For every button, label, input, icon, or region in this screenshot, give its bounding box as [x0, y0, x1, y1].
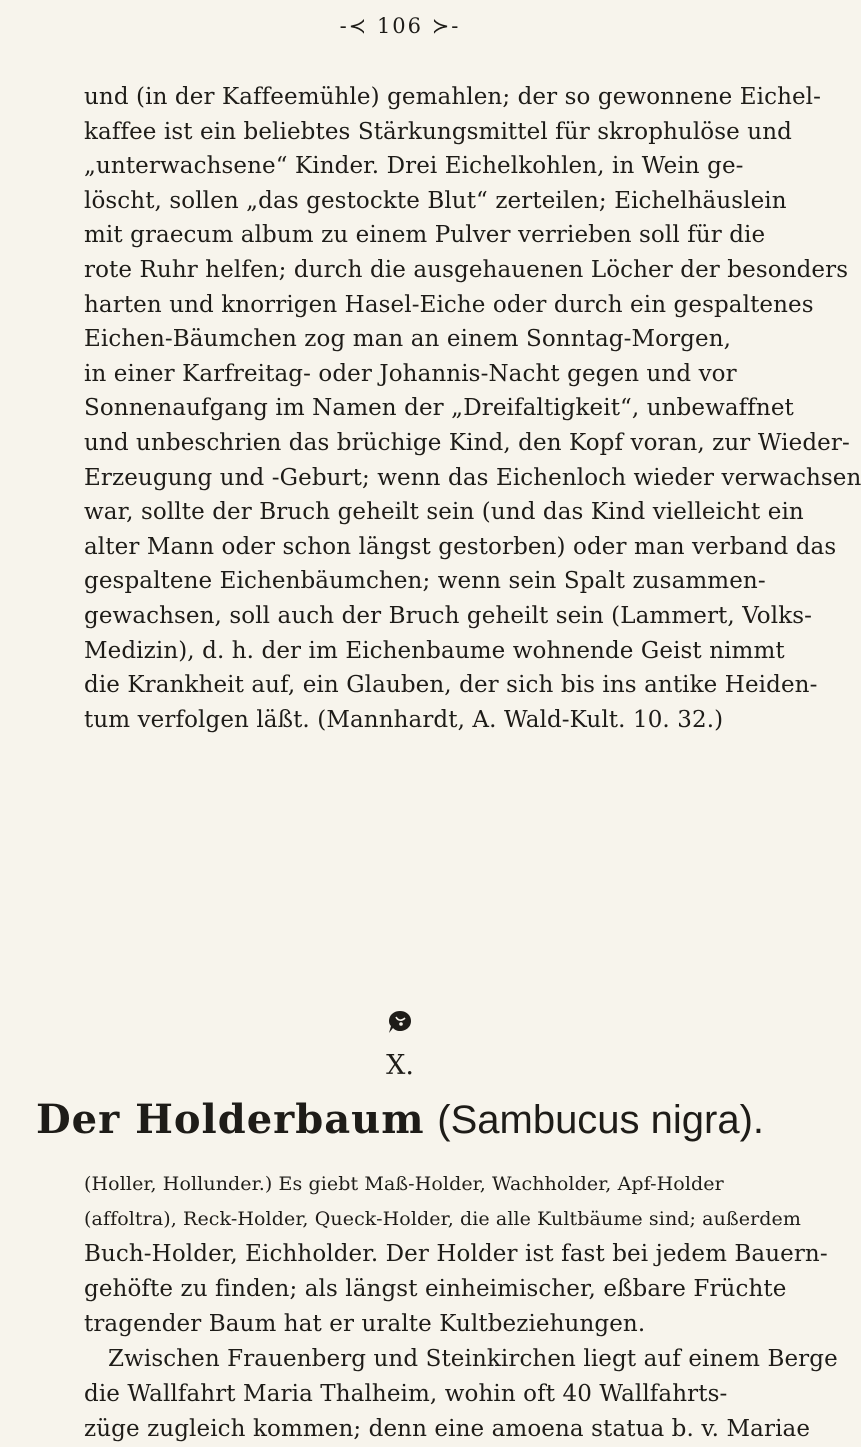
text-line: Zwischen Frauenberg und Steinkirchen liegt auf einem Berge — [108, 1346, 838, 1372]
text-line: Erzeugung und -Geburt; wenn das Eichenloch wieder verwachsen — [84, 464, 861, 491]
text-line: die Wallfahrt Maria Thalheim, wohin oft 40 Wallfahrts- — [84, 1381, 728, 1407]
paragraph-holder — [84, 1167, 838, 1447]
text-line: gewachsen, soll auch der Bruch geheilt sein (Lammert, Volks- — [84, 602, 813, 629]
text-line: (affoltra), Reck-Holder, Queck-Holder, die alle Kultbäume sind; außerdem — [84, 1208, 801, 1230]
text-line: tum verfolgen läßt. (Mannhardt, A. Wald-Kult. 10. 32.) — [84, 706, 724, 733]
text-line: mit graecum album zu einem Pulver verrieben soll für die — [84, 222, 766, 249]
fleuron-ornament-icon — [0, 1008, 800, 1043]
text-line: und (in der Kaffeemühle) gemahlen; der so gewonnene Eichel- — [84, 84, 822, 110]
section-title-german: Der Holderbaum — [35, 1096, 425, 1143]
text-line: (Holler, Hollunder.) Es giebt Maß-Holder, Wachholder, Apf-Holder — [84, 1173, 724, 1195]
paragraph-eichel — [84, 80, 861, 737]
text-line: und unbeschrien das brüchige Kind, den Kopf voran, zur Wieder- — [84, 429, 850, 456]
text-line: „unterwachsene“ Kinder. Drei Eichelkohlen, in Wein ge- — [84, 153, 744, 180]
text-line: tragender Baum hat er uralte Kultbeziehungen. — [84, 1311, 646, 1337]
page-number: -≺ 106 ≻- — [339, 14, 461, 38]
text-line: löscht, sollen „das gestockte Blut“ zerteilen; Eichelhäuslein — [84, 187, 787, 214]
text-line: züge zugleich kommen; denn eine amoena statua b. v. Mariae — [84, 1416, 811, 1442]
text-line: gespaltene Eichenbäumchen; wenn sein Spalt zusammen- — [84, 568, 766, 595]
text-line: rote Ruhr helfen; durch die ausgehauenen Löcher der besonders — [84, 256, 849, 283]
text-line: gehöfte zu finden; als längst einheimischer, eßbare Früchte — [84, 1276, 787, 1302]
chapter-number: X. — [386, 1050, 414, 1081]
text-line: harten und knorrigen Hasel-Eiche oder durch ein gespaltenes — [84, 291, 814, 318]
text-line: die Krankheit auf, ein Glauben, der sich bis ins antike Heiden- — [84, 672, 818, 699]
text-line: war, sollte der Bruch geheilt sein (und das Kind vielleicht ein — [84, 499, 804, 526]
text-line: in einer Karfreitag- oder Johannis-Nacht gegen und vor — [84, 360, 737, 387]
text-line: Medizin), d. h. der im Eichenbaume wohnende Geist nimmt — [84, 637, 785, 664]
text-line: Sonnenaufgang im Namen der „Dreifaltigkeit“, unbewaffnet — [84, 395, 794, 422]
text-line: kaffee ist ein beliebtes Stärkungsmittel für skrophulöse und — [84, 118, 792, 145]
text-line: Eichen-Bäumchen zog man an einem Sonntag-Morgen, — [84, 326, 732, 353]
text-line: alter Mann oder schon längst gestorben) oder man verband das — [84, 533, 837, 560]
section-title — [0, 1096, 800, 1143]
section-title-latin: (Sambucus nigra). — [437, 1098, 765, 1142]
text-line: Buch-Holder, Eichholder. Der Holder ist fast bei jedem Bauern- — [84, 1241, 828, 1267]
